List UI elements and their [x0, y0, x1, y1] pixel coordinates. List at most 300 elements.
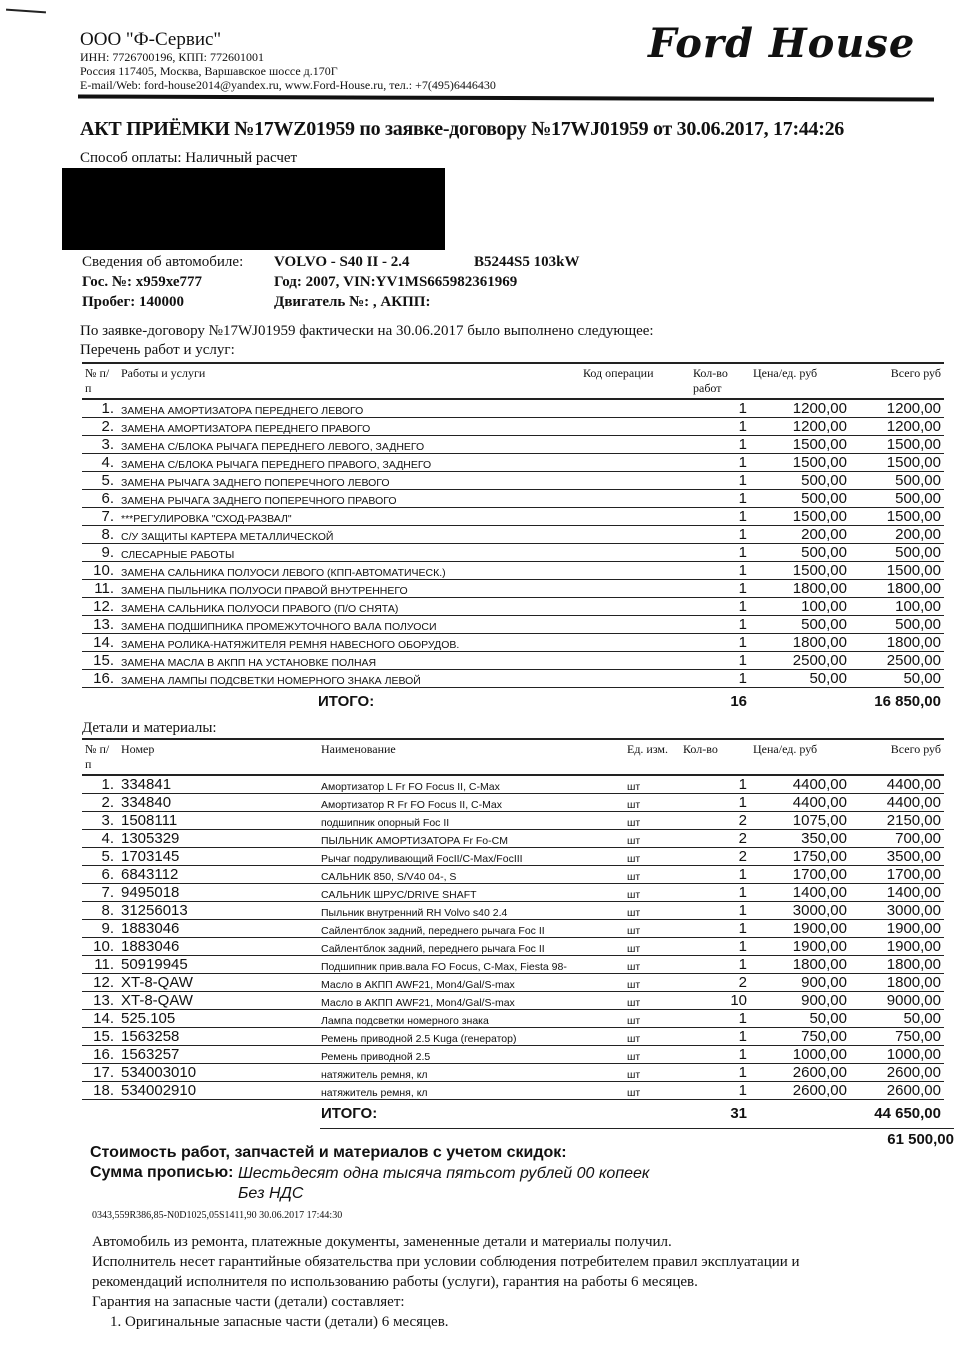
- unit-price: 50,00: [750, 670, 850, 688]
- qty: 1: [690, 598, 750, 616]
- parts-label: Детали и материалы:: [82, 720, 217, 736]
- footer-line: Исполнитель несет гарантийные обязательства при условии соблюдения потребителем правил эксплуатации и: [92, 1254, 800, 1270]
- row-index: 4.: [82, 454, 118, 472]
- parts-total-qty: 31: [730, 1104, 747, 1122]
- row-index: 12.: [82, 974, 118, 992]
- table-row: [82, 436, 944, 454]
- part-number: 334840: [118, 794, 318, 812]
- op-code: [580, 399, 690, 418]
- part-name: Лампа подсветки номерного знака: [318, 1010, 624, 1028]
- part-number: 1305329: [118, 830, 318, 848]
- row-index: 3.: [82, 812, 118, 830]
- footer-line: 1. Оригинальные запасные части (детали) 6 месяцев.: [110, 1314, 449, 1330]
- work-name: ЗАМЕНА САЛЬНИКА ПОЛУОСИ ЛЕВОГО (КПП-АВТОМАТИЧЕСК.): [118, 562, 580, 580]
- row-index: 13.: [82, 992, 118, 1010]
- qty: 1: [690, 436, 750, 454]
- parts-total-label: ИТОГО:: [321, 1104, 378, 1122]
- row-total: 3500,00: [850, 848, 944, 866]
- works-total-sum: 16 850,00: [874, 692, 941, 710]
- row-index: 6.: [82, 490, 118, 508]
- row-total: 9000,00: [850, 992, 944, 1010]
- table-row: [82, 526, 944, 544]
- col-price: Цена/ед. руб: [753, 366, 818, 380]
- row-total: 1400,00: [850, 884, 944, 902]
- unit: шт: [624, 1010, 680, 1028]
- row-index: 11.: [82, 580, 118, 598]
- work-name: ЗАМЕНА САЛЬНИКА ПОЛУОСИ ПРАВОГО (П/О СНЯТА): [118, 598, 580, 616]
- table-row: [82, 670, 944, 688]
- unit: шт: [624, 1082, 680, 1100]
- qty: 1: [680, 1082, 750, 1100]
- col-num: № п/п: [85, 742, 110, 771]
- part-name: Амортизатор R Fr FO Focus II, C-Max: [318, 794, 624, 812]
- redacted-block: [62, 168, 445, 250]
- row-total: 1500,00: [850, 454, 944, 472]
- col-price: Цена/ед. руб: [753, 742, 818, 756]
- part-number: 31256013: [118, 902, 318, 920]
- qty: 1: [690, 508, 750, 526]
- row-total: 1000,00: [850, 1046, 944, 1064]
- qty: 1: [690, 526, 750, 544]
- works-table: [82, 362, 944, 710]
- op-code: [580, 490, 690, 508]
- op-code: [580, 472, 690, 490]
- row-total: 1900,00: [850, 920, 944, 938]
- row-total: 1500,00: [850, 562, 944, 580]
- grand-total-label: Стоимость работ, запчастей и материалов с учетом скидок:: [90, 1144, 567, 1161]
- footer-line: Автомобиль из ремонта, платежные документы, замененные детали и материалы получил.: [92, 1234, 672, 1250]
- qty: 1: [680, 920, 750, 938]
- part-name: Пыльник внутренний RH Volvo s40 2.4: [318, 902, 624, 920]
- grand-total-section: [90, 1128, 954, 1204]
- footer-line: рекомендаций исполнителя по использованию работы (услуги), гарантия на работы 6 месяцев.: [92, 1274, 698, 1290]
- unit: шт: [624, 938, 680, 956]
- row-total: 500,00: [850, 472, 944, 490]
- qty: 1: [690, 652, 750, 670]
- unit: шт: [624, 812, 680, 830]
- qty: 1: [680, 1028, 750, 1046]
- unit: шт: [624, 1046, 680, 1064]
- table-row: [82, 884, 944, 902]
- col-part-name: Наименование: [321, 742, 396, 756]
- footer-line: Гарантия на запасные части (детали) составляет:: [92, 1294, 405, 1310]
- works-total-row: [82, 688, 944, 710]
- table-row: [82, 974, 944, 992]
- col-part-number: Номер: [121, 742, 155, 756]
- unit: шт: [624, 775, 680, 794]
- work-name: С/У ЗАЩИТЫ КАРТЕРА МЕТАЛЛИЧЕСКОЙ: [118, 526, 580, 544]
- table-row: [82, 490, 944, 508]
- unit: шт: [624, 920, 680, 938]
- qty: 1: [680, 938, 750, 956]
- qty: 1: [680, 884, 750, 902]
- qty: 1: [690, 580, 750, 598]
- table-row: [82, 1064, 944, 1082]
- qty: 2: [680, 812, 750, 830]
- row-total: 50,00: [850, 670, 944, 688]
- row-index: 5.: [82, 472, 118, 490]
- row-total: 500,00: [850, 490, 944, 508]
- unit-price: 1800,00: [750, 580, 850, 598]
- row-index: 1.: [82, 399, 118, 418]
- table-row: [82, 616, 944, 634]
- parts-total-sum: 44 650,00: [874, 1104, 941, 1122]
- part-number: 1883046: [118, 920, 318, 938]
- part-number: 534003010: [118, 1064, 318, 1082]
- unit-price: 1500,00: [750, 436, 850, 454]
- op-code: [580, 580, 690, 598]
- row-index: 3.: [82, 436, 118, 454]
- unit-price: 500,00: [750, 472, 850, 490]
- part-number: 1563258: [118, 1028, 318, 1046]
- unit-price: 500,00: [750, 544, 850, 562]
- col-total: Всего руб: [890, 366, 941, 380]
- part-name: Масло в АКПП AWF21, Mon4/Gal/S-max: [318, 974, 624, 992]
- row-total: 700,00: [850, 830, 944, 848]
- part-number: 6843112: [118, 866, 318, 884]
- part-name: подшипник опорный Foc II: [318, 812, 624, 830]
- work-name: ЗАМЕНА РОЛИКА-НАТЯЖИТЕЛЯ РЕМНЯ НАВЕСНОГО ОБОРУДОВ.: [118, 634, 580, 652]
- company-name: ООО "Ф-Сервис": [80, 29, 222, 50]
- table-row: [82, 830, 944, 848]
- unit-price: 2600,00: [750, 1082, 850, 1100]
- vat-note: Без НДС: [238, 1185, 304, 1202]
- part-name: ПЫЛЬНИК АМОРТИЗАТОРА Fr Fo-CM: [318, 830, 624, 848]
- table-row: [82, 775, 944, 794]
- row-total: 500,00: [850, 544, 944, 562]
- unit-price: 1075,00: [750, 812, 850, 830]
- work-name: ЗАМЕНА РЫЧАГА ЗАДНЕГО ПОПЕРЕЧНОГО ПРАВОГО: [118, 490, 580, 508]
- qty: 1: [680, 1046, 750, 1064]
- row-index: 9.: [82, 544, 118, 562]
- company-header: [80, 30, 496, 92]
- row-index: 14.: [82, 1010, 118, 1028]
- unit: шт: [624, 884, 680, 902]
- table-row: [82, 1010, 944, 1028]
- row-index: 16.: [82, 1046, 118, 1064]
- row-total: 1800,00: [850, 956, 944, 974]
- qty: 1: [680, 775, 750, 794]
- work-name: ЗАМЕНА С/БЛОКА РЫЧАГА ПЕРЕДНЕГО ЛЕВОГО, ЗАДНЕГО: [118, 436, 580, 454]
- table-row: [82, 454, 944, 472]
- part-number: 534002910: [118, 1082, 318, 1100]
- qty: 1: [690, 490, 750, 508]
- row-total: 2150,00: [850, 812, 944, 830]
- table-row: [82, 418, 944, 436]
- row-total: 1500,00: [850, 436, 944, 454]
- table-row: [82, 562, 944, 580]
- unit-price: 1900,00: [750, 920, 850, 938]
- row-index: 12.: [82, 598, 118, 616]
- table-row: [82, 1046, 944, 1064]
- row-total: 500,00: [850, 616, 944, 634]
- op-code: [580, 454, 690, 472]
- works-list-label: Перечень работ и услуг:: [80, 342, 235, 358]
- row-index: 8.: [82, 902, 118, 920]
- part-name: Рычаг подруливающий FocII/C-Max/FocIII: [318, 848, 624, 866]
- part-number: 1563257: [118, 1046, 318, 1064]
- work-name: ЗАМЕНА ЛАМПЫ ПОДСВЕТКИ НОМЕРНОГО ЗНАКА ЛЕВОЙ: [118, 670, 580, 688]
- vehicle-engine-no: Двигатель №: , АКПП:: [274, 294, 431, 310]
- unit-price: 2500,00: [750, 652, 850, 670]
- part-number: 1703145: [118, 848, 318, 866]
- col-qty: Кол-во работ: [693, 366, 728, 395]
- op-code: [580, 616, 690, 634]
- works-intro-line: По заявке-договору №17WJ01959 фактически на 30.06.2017 было выполнено следующее:: [80, 323, 654, 339]
- unit: шт: [624, 992, 680, 1010]
- col-op-code: Код операции: [583, 366, 654, 380]
- qty: 1: [690, 454, 750, 472]
- op-code: [580, 652, 690, 670]
- row-total: 2600,00: [850, 1064, 944, 1082]
- row-total: 2600,00: [850, 1082, 944, 1100]
- part-number: 334841: [118, 775, 318, 794]
- qty: 1: [690, 418, 750, 436]
- row-index: 18.: [82, 1082, 118, 1100]
- part-name: Масло в АКПП AWF21, Mon4/Gal/S-max: [318, 992, 624, 1010]
- part-name: Ремень приводной 2.5 Kuga (генератор): [318, 1028, 624, 1046]
- op-code: [580, 526, 690, 544]
- unit: шт: [624, 974, 680, 992]
- row-total: 2500,00: [850, 652, 944, 670]
- qty: 1: [690, 616, 750, 634]
- amount-in-words: Шестьдесят одна тысяча пятьсот рублей 00 копеек: [238, 1165, 650, 1182]
- row-total: 1200,00: [850, 418, 944, 436]
- row-index: 6.: [82, 866, 118, 884]
- works-intro: [80, 322, 654, 360]
- table-row: [82, 508, 944, 526]
- unit-price: 500,00: [750, 490, 850, 508]
- unit-price: 1500,00: [750, 454, 850, 472]
- col-unit: Ед. изм.: [627, 742, 669, 756]
- grand-total-value: 61 500,00: [887, 1131, 954, 1148]
- col-num: № п/п: [85, 366, 110, 395]
- table-row: [82, 634, 944, 652]
- unit: шт: [624, 830, 680, 848]
- company-address: Россия 117405, Москва, Варшавское шоссе д.170Г: [80, 64, 338, 78]
- parts-total-row: [82, 1100, 944, 1122]
- vehicle-plate: Гос. №: х959хе777: [82, 274, 202, 290]
- payment-method: Способ оплаты: Наличный расчет: [80, 150, 298, 166]
- row-index: 5.: [82, 848, 118, 866]
- vehicle-model: VOLVO - S40 II - 2.4: [274, 254, 410, 270]
- part-name: Амортизатор L Fr FO Focus II, C-Max: [318, 775, 624, 794]
- table-row: [82, 472, 944, 490]
- col-work-name: Работы и услуги: [121, 366, 206, 380]
- part-name: САЛЬНИК 850, S/V40 04-, S: [318, 866, 624, 884]
- op-code: [580, 436, 690, 454]
- work-name: ЗАМЕНА ПОДШИПНИКА ПРОМЕЖУТОЧНОГО ВАЛА ПОЛУОСИ: [118, 616, 580, 634]
- op-code: [580, 670, 690, 688]
- qty: 1: [690, 544, 750, 562]
- qty: 2: [680, 830, 750, 848]
- part-number: XT-8-QAW: [118, 974, 318, 992]
- unit-price: 350,00: [750, 830, 850, 848]
- row-total: 1500,00: [850, 508, 944, 526]
- part-number: 1508111: [118, 812, 318, 830]
- qty: 2: [680, 974, 750, 992]
- row-index: 10.: [82, 562, 118, 580]
- table-row: [82, 848, 944, 866]
- part-number: 1883046: [118, 938, 318, 956]
- unit: шт: [624, 1064, 680, 1082]
- work-name: ЗАМЕНА АМОРТИЗАТОРА ПЕРЕДНЕГО ЛЕВОГО: [118, 399, 580, 418]
- row-total: 100,00: [850, 598, 944, 616]
- header-divider: [78, 95, 934, 102]
- row-index: 7.: [82, 884, 118, 902]
- part-name: натяжитель ремня, кл: [318, 1064, 624, 1082]
- unit-price: 1200,00: [750, 418, 850, 436]
- row-total: 50,00: [850, 1010, 944, 1028]
- table-row: [82, 1082, 944, 1100]
- row-index: 14.: [82, 634, 118, 652]
- work-name: ***РЕГУЛИРОВКА "СХОД-РАЗВАЛ": [118, 508, 580, 526]
- part-name: натяжитель ремня, кл: [318, 1082, 624, 1100]
- table-row: [82, 544, 944, 562]
- qty: 1: [690, 399, 750, 418]
- unit-price: 500,00: [750, 616, 850, 634]
- unit: шт: [624, 956, 680, 974]
- print-stamp: 0343,559R386,85-N0D1025,05S1411,90 30.06.2017 17:44:30: [92, 1210, 343, 1221]
- table-row: [82, 1028, 944, 1046]
- works-total-qty: 16: [730, 692, 747, 710]
- unit-price: 1700,00: [750, 866, 850, 884]
- part-number: XT-8-QAW: [118, 992, 318, 1010]
- part-name: Подшипник прив.вала FO Focus, C-Max, Fiesta 98-: [318, 956, 624, 974]
- unit-price: 4400,00: [750, 775, 850, 794]
- part-number: 9495018: [118, 884, 318, 902]
- table-row: [82, 812, 944, 830]
- unit: шт: [624, 848, 680, 866]
- work-name: ЗАМЕНА ПЫЛЬНИКА ПОЛУОСИ ПРАВОЙ ВНУТРЕННЕГО: [118, 580, 580, 598]
- unit-price: 1000,00: [750, 1046, 850, 1064]
- scan-mark: [6, 9, 46, 14]
- row-total: 1900,00: [850, 938, 944, 956]
- op-code: [580, 634, 690, 652]
- unit-price: 4400,00: [750, 794, 850, 812]
- unit-price: 100,00: [750, 598, 850, 616]
- unit-price: 900,00: [750, 974, 850, 992]
- unit: шт: [624, 794, 680, 812]
- part-name: Сайлентблок задний, переднего рычага Foc II: [318, 938, 624, 956]
- unit-price: 1800,00: [750, 634, 850, 652]
- unit: шт: [624, 902, 680, 920]
- row-total: 1200,00: [850, 399, 944, 418]
- vehicle-year-vin: Год: 2007, VIN:YV1MS665982361969: [274, 274, 518, 290]
- row-index: 9.: [82, 920, 118, 938]
- op-code: [580, 562, 690, 580]
- part-number: 50919945: [118, 956, 318, 974]
- op-code: [580, 598, 690, 616]
- part-name: Сайлентблок задний, переднего рычага Foc II: [318, 920, 624, 938]
- unit-price: 1500,00: [750, 562, 850, 580]
- ford-house-logo: Ford House: [648, 20, 916, 67]
- document-title: АКТ ПРИЁМКИ №17WZ01959 по заявке-договору №17WJ01959 от 30.06.2017, 17:44:26: [80, 118, 844, 140]
- unit-price: 2600,00: [750, 1064, 850, 1082]
- table-row: [82, 902, 944, 920]
- row-index: 16.: [82, 670, 118, 688]
- vehicle-info: [82, 252, 579, 312]
- parts-header-row: [82, 739, 944, 775]
- row-index: 13.: [82, 616, 118, 634]
- qty: 2: [680, 848, 750, 866]
- col-qty: Кол-во: [683, 742, 718, 756]
- work-name: ЗАМЕНА С/БЛОКА РЫЧАГА ПЕРЕДНЕГО ПРАВОГО, ЗАДНЕГО: [118, 454, 580, 472]
- unit-price: 900,00: [750, 992, 850, 1010]
- table-row: [82, 399, 944, 418]
- unit-price: 1200,00: [750, 399, 850, 418]
- work-name: ЗАМЕНА АМОРТИЗАТОРА ПЕРЕДНЕГО ПРАВОГО: [118, 418, 580, 436]
- table-row: [82, 580, 944, 598]
- unit: шт: [624, 866, 680, 884]
- unit-price: 50,00: [750, 1010, 850, 1028]
- row-index: 2.: [82, 418, 118, 436]
- work-name: СЛЕСАРНЫЕ РАБОТЫ: [118, 544, 580, 562]
- table-row: [82, 938, 944, 956]
- row-index: 15.: [82, 652, 118, 670]
- row-index: 7.: [82, 508, 118, 526]
- row-total: 1800,00: [850, 580, 944, 598]
- qty: 1: [680, 956, 750, 974]
- row-index: 11.: [82, 956, 118, 974]
- row-total: 3000,00: [850, 902, 944, 920]
- qty: 1: [680, 866, 750, 884]
- row-index: 10.: [82, 938, 118, 956]
- amount-in-words-label: Сумма прописью:: [90, 1164, 234, 1181]
- work-name: ЗАМЕНА МАСЛА В АКПП НА УСТАНОВКЕ ПОЛНАЯ: [118, 652, 580, 670]
- works-total-label: ИТОГО:: [318, 692, 375, 710]
- qty: 1: [690, 634, 750, 652]
- part-name: САЛЬНИК ШРУС/DRIVE SHAFT: [318, 884, 624, 902]
- unit-price: 750,00: [750, 1028, 850, 1046]
- table-row: [82, 794, 944, 812]
- row-total: 750,00: [850, 1028, 944, 1046]
- table-row: [82, 652, 944, 670]
- row-index: 17.: [82, 1064, 118, 1082]
- vehicle-info-label: Сведения об автомобиле:: [82, 254, 244, 270]
- company-contacts: E-mail/Web: ford-house2014@yandex.ru, www.Ford-House.ru, тел.: +7(495)6446430: [80, 78, 496, 92]
- unit-price: 1900,00: [750, 938, 850, 956]
- row-index: 1.: [82, 775, 118, 794]
- qty: 1: [690, 670, 750, 688]
- table-row: [82, 920, 944, 938]
- parts-table: [82, 738, 944, 1122]
- row-index: 8.: [82, 526, 118, 544]
- row-index: 2.: [82, 794, 118, 812]
- unit-price: 1400,00: [750, 884, 850, 902]
- company-inn-kpp: ИНН: 7726700196, КПП: 772601001: [80, 50, 265, 64]
- unit-price: 200,00: [750, 526, 850, 544]
- table-row: [82, 598, 944, 616]
- qty: 1: [680, 1010, 750, 1028]
- qty: 10: [680, 992, 750, 1010]
- vehicle-engine: B5244S5 103kW: [474, 254, 580, 270]
- part-number: 525.105: [118, 1010, 318, 1028]
- footer-terms: [92, 1232, 922, 1332]
- row-index: 4.: [82, 830, 118, 848]
- row-total: 4400,00: [850, 775, 944, 794]
- unit-price: 1500,00: [750, 508, 850, 526]
- qty: 1: [690, 472, 750, 490]
- work-name: ЗАМЕНА РЫЧАГА ЗАДНЕГО ПОПЕРЕЧНОГО ЛЕВОГО: [118, 472, 580, 490]
- qty: 1: [680, 794, 750, 812]
- vehicle-mileage: Пробег: 140000: [82, 294, 185, 310]
- works-header-row: [82, 363, 944, 399]
- table-row: [82, 866, 944, 884]
- row-total: 1800,00: [850, 974, 944, 992]
- op-code: [580, 508, 690, 526]
- qty: 1: [680, 1064, 750, 1082]
